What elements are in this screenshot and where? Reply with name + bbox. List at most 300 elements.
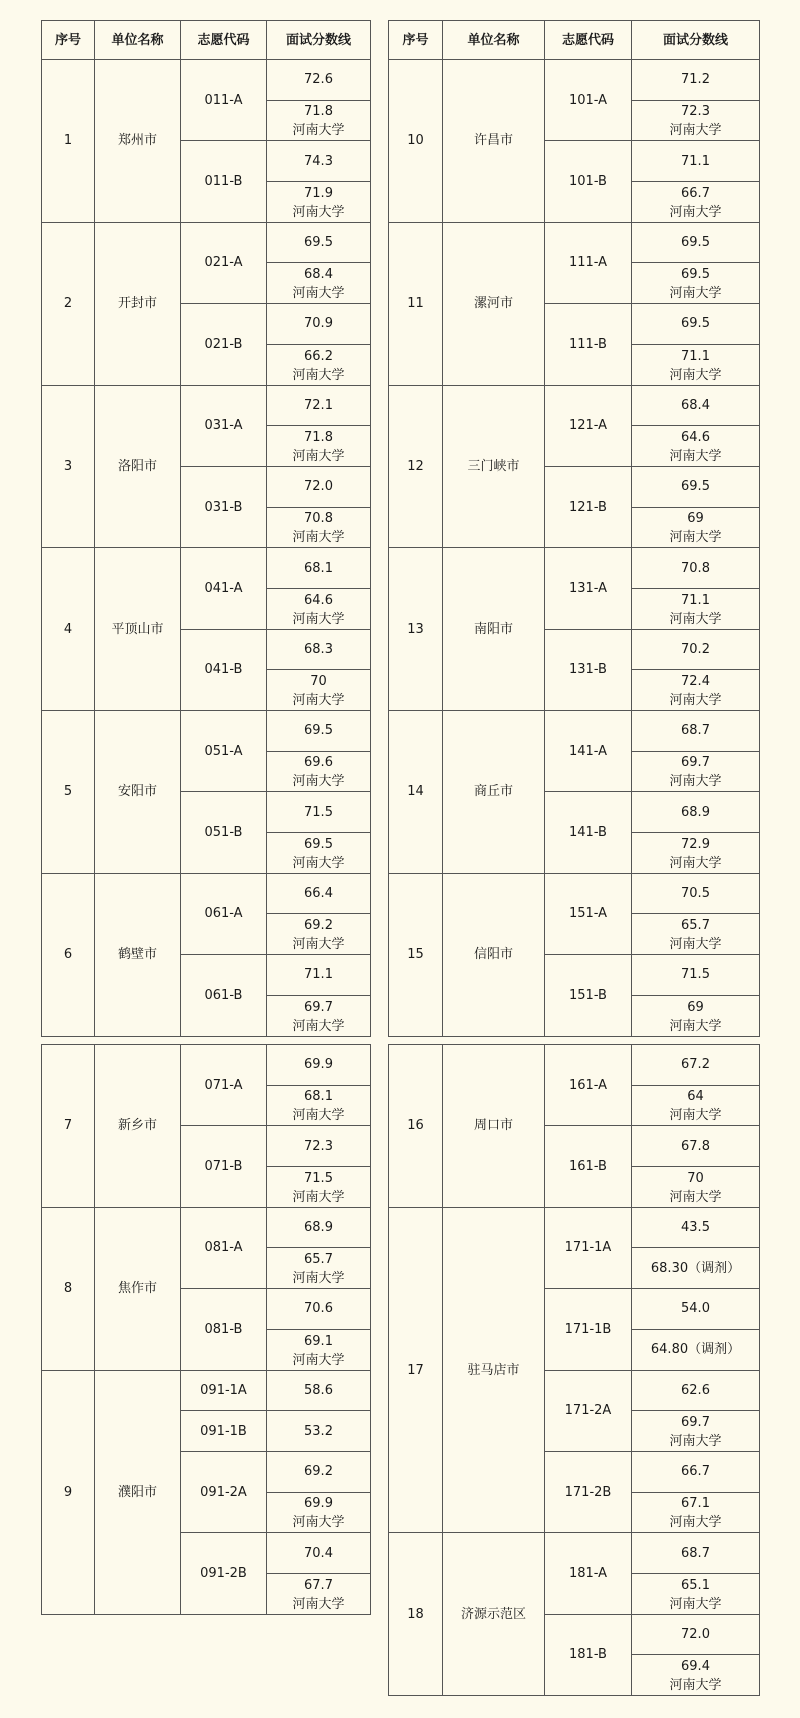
table-row xyxy=(42,1045,371,1086)
score-cell xyxy=(632,344,760,385)
score-value: 72.3 xyxy=(681,104,710,120)
score-cell xyxy=(632,670,760,711)
score-cell xyxy=(267,1045,371,1086)
score-cell xyxy=(632,1289,760,1330)
unit-number: 11 xyxy=(389,222,443,385)
score-value: 68.30（调剂） xyxy=(650,1260,741,1276)
unit-name: 郑州市 xyxy=(95,60,181,223)
score-cell xyxy=(632,182,760,223)
volunteer-code: 101-A xyxy=(545,60,632,141)
score-value: 64 xyxy=(687,1089,704,1105)
volunteer-code: 091-1A xyxy=(181,1370,267,1411)
unit-number: 5 xyxy=(42,711,95,874)
unit-number: 18 xyxy=(389,1533,443,1696)
score-cell xyxy=(267,833,371,874)
score-value: 66.7 xyxy=(681,185,710,201)
score-value: 70 xyxy=(687,1170,704,1186)
score-cell xyxy=(267,1451,371,1492)
score-cell xyxy=(267,1207,371,1248)
score-cell xyxy=(632,629,760,670)
unit-number: 16 xyxy=(389,1045,443,1208)
score-note: 河南大学 xyxy=(669,937,722,953)
score-note: 河南大学 xyxy=(669,448,722,464)
unit-name: 安阳市 xyxy=(95,711,181,874)
score-table-top-left xyxy=(41,20,371,1037)
score-cell xyxy=(267,60,371,101)
unit-number: 14 xyxy=(389,711,443,874)
score-value: 69.2 xyxy=(304,918,333,934)
score-cell xyxy=(267,1248,371,1289)
unit-number: 12 xyxy=(389,385,443,548)
score-cell xyxy=(632,385,760,426)
score-cell xyxy=(267,385,371,426)
score-note: 河南大学 xyxy=(669,611,722,627)
score-cell xyxy=(632,426,760,467)
score-cell xyxy=(267,873,371,914)
volunteer-code: 081-B xyxy=(181,1289,267,1370)
unit-number: 7 xyxy=(42,1045,95,1208)
header-score: 面试分数线 xyxy=(267,21,371,60)
unit-number: 4 xyxy=(42,548,95,711)
score-cell xyxy=(632,1126,760,1167)
score-value: 70.8 xyxy=(681,560,710,576)
unit-number: 8 xyxy=(42,1207,95,1370)
score-value: 65.7 xyxy=(681,918,710,934)
score-cell xyxy=(632,1370,760,1411)
unit-name: 平顶山市 xyxy=(95,548,181,711)
score-value: 74.3 xyxy=(304,153,333,169)
volunteer-code: 091-1B xyxy=(181,1411,267,1452)
volunteer-code: 091-2B xyxy=(181,1533,267,1614)
score-value: 62.6 xyxy=(681,1382,710,1398)
score-cell xyxy=(267,670,371,711)
score-value: 71.8 xyxy=(304,429,333,445)
unit-number: 15 xyxy=(389,873,443,1036)
header-score: 面试分数线 xyxy=(632,21,760,60)
score-value: 68.4 xyxy=(304,267,333,283)
score-note: 河南大学 xyxy=(292,1596,345,1612)
score-cell xyxy=(632,1207,760,1248)
score-value: 69.1 xyxy=(304,1333,333,1349)
score-value: 69.7 xyxy=(304,999,333,1015)
score-value: 69.5 xyxy=(304,723,333,739)
score-cell xyxy=(267,344,371,385)
score-cell xyxy=(267,914,371,955)
volunteer-code: 101-B xyxy=(545,141,632,222)
score-cell xyxy=(632,792,760,833)
score-note: 河南大学 xyxy=(292,367,345,383)
score-cell xyxy=(632,955,760,996)
score-note: 河南大学 xyxy=(292,530,345,546)
score-cell xyxy=(632,60,760,101)
score-note: 河南大学 xyxy=(292,611,345,627)
unit-name: 信阳市 xyxy=(443,873,545,1036)
score-note: 河南大学 xyxy=(669,286,722,302)
score-value: 68.3 xyxy=(304,641,333,657)
score-cell xyxy=(267,182,371,223)
score-cell xyxy=(632,1167,760,1208)
score-cell xyxy=(632,1411,760,1452)
unit-number: 2 xyxy=(42,222,95,385)
score-note: 河南大学 xyxy=(669,123,722,139)
score-value: 70 xyxy=(310,674,327,689)
score-value: 67.7 xyxy=(304,1577,333,1593)
score-note: 河南大学 xyxy=(669,774,722,790)
score-note: 河南大学 xyxy=(292,855,345,871)
unit-name: 南阳市 xyxy=(443,548,545,711)
score-cell xyxy=(267,466,371,507)
score-note: 河南大学 xyxy=(292,1189,345,1205)
score-cell xyxy=(267,1370,371,1411)
score-value: 72.3 xyxy=(304,1138,333,1154)
unit-name: 周口市 xyxy=(443,1045,545,1208)
volunteer-code: 041-A xyxy=(181,548,267,629)
unit-number: 17 xyxy=(389,1207,443,1533)
volunteer-code: 151-B xyxy=(545,955,632,1036)
score-value: 71.1 xyxy=(304,967,333,983)
header-unit-name: 单位名称 xyxy=(443,21,545,60)
score-cell xyxy=(632,833,760,874)
score-value: 71.5 xyxy=(304,804,333,820)
score-value: 72.1 xyxy=(304,397,333,413)
volunteer-code: 041-B xyxy=(181,629,267,710)
score-cell xyxy=(632,1451,760,1492)
score-value: 65.1 xyxy=(681,1577,710,1593)
unit-name: 许昌市 xyxy=(443,60,545,223)
score-note: 河南大学 xyxy=(292,286,345,302)
unit-number: 9 xyxy=(42,1370,95,1614)
unit-name: 三门峡市 xyxy=(443,385,545,548)
score-table-bottom-left xyxy=(41,1044,371,1615)
score-cell xyxy=(267,304,371,345)
score-cell xyxy=(267,588,371,629)
score-note: 河南大学 xyxy=(292,123,345,139)
unit-name: 新乡市 xyxy=(95,1045,181,1208)
score-value: 72.0 xyxy=(304,479,333,495)
score-cell xyxy=(267,100,371,141)
score-value: 69.2 xyxy=(304,1464,333,1480)
volunteer-code: 141-B xyxy=(545,792,632,873)
volunteer-code: 111-B xyxy=(545,304,632,385)
volunteer-code: 121-A xyxy=(545,385,632,466)
score-note: 河南大学 xyxy=(292,937,345,953)
score-value: 66.2 xyxy=(304,348,333,364)
volunteer-code: 031-B xyxy=(181,466,267,547)
score-cell xyxy=(267,507,371,548)
score-value: 72.6 xyxy=(304,72,333,88)
volunteer-code: 161-A xyxy=(545,1045,632,1126)
volunteer-code: 171-1A xyxy=(545,1207,632,1288)
score-value: 69 xyxy=(687,999,704,1015)
table-row xyxy=(389,1533,760,1574)
score-note: 河南大学 xyxy=(669,1018,722,1034)
volunteer-code: 171-2B xyxy=(545,1451,632,1532)
unit-name: 济源示范区 xyxy=(443,1533,545,1696)
score-cell xyxy=(267,751,371,792)
table-row xyxy=(389,385,760,426)
score-value: 69.5 xyxy=(304,235,333,251)
score-value: 64.80（调剂） xyxy=(650,1342,741,1358)
score-value: 68.9 xyxy=(681,804,710,820)
score-value: 68.1 xyxy=(304,560,333,576)
score-note: 河南大学 xyxy=(669,1678,722,1693)
score-value: 72.9 xyxy=(681,836,710,852)
score-value: 69.9 xyxy=(304,1057,333,1073)
table-row xyxy=(42,222,371,263)
volunteer-code: 171-2A xyxy=(545,1370,632,1451)
volunteer-code: 181-B xyxy=(545,1614,632,1695)
score-cell xyxy=(632,751,760,792)
volunteer-code: 021-B xyxy=(181,304,267,385)
score-cell xyxy=(632,914,760,955)
score-value: 65.7 xyxy=(304,1252,333,1268)
score-value: 68.7 xyxy=(681,723,710,739)
score-cell xyxy=(267,1492,371,1533)
score-note: 河南大学 xyxy=(292,204,345,220)
unit-name: 濮阳市 xyxy=(95,1370,181,1614)
score-cell xyxy=(632,507,760,548)
score-table-bottom-right xyxy=(388,1044,760,1696)
score-value: 68.9 xyxy=(304,1220,333,1236)
score-value: 67.1 xyxy=(681,1496,710,1512)
unit-name: 开封市 xyxy=(95,222,181,385)
score-cell xyxy=(632,222,760,263)
score-cell xyxy=(267,548,371,589)
unit-name: 焦作市 xyxy=(95,1207,181,1370)
score-cell xyxy=(632,100,760,141)
score-value: 43.5 xyxy=(681,1220,710,1236)
score-cell xyxy=(267,263,371,304)
score-value: 69.5 xyxy=(681,267,710,283)
score-cell xyxy=(632,1492,760,1533)
score-cell xyxy=(267,1329,371,1370)
score-value: 71.5 xyxy=(681,967,710,983)
table-row xyxy=(42,711,371,752)
header-row xyxy=(389,21,760,60)
score-cell xyxy=(267,426,371,467)
volunteer-code: 111-A xyxy=(545,222,632,303)
volunteer-code: 071-B xyxy=(181,1126,267,1207)
score-cell xyxy=(632,1655,760,1696)
score-note: 河南大学 xyxy=(669,1515,722,1531)
score-note: 河南大学 xyxy=(669,530,722,546)
table-row xyxy=(389,60,760,101)
score-value: 70.8 xyxy=(304,511,333,527)
unit-name: 洛阳市 xyxy=(95,385,181,548)
volunteer-code: 011-A xyxy=(181,60,267,141)
header-code: 志愿代码 xyxy=(545,21,632,60)
score-cell xyxy=(267,141,371,182)
score-cell xyxy=(267,1126,371,1167)
score-cell xyxy=(632,466,760,507)
header-unit-name: 单位名称 xyxy=(95,21,181,60)
score-value: 69.5 xyxy=(681,479,710,495)
header-no: 序号 xyxy=(389,21,443,60)
score-note: 河南大学 xyxy=(292,774,345,790)
score-table-top-right xyxy=(388,20,760,1037)
score-cell xyxy=(267,1167,371,1208)
score-note: 河南大学 xyxy=(292,1515,345,1531)
volunteer-code: 061-B xyxy=(181,955,267,1036)
score-value: 54.0 xyxy=(681,1301,710,1317)
volunteer-code: 051-B xyxy=(181,792,267,873)
volunteer-code: 081-A xyxy=(181,1207,267,1288)
score-cell xyxy=(267,1573,371,1614)
unit-name: 鹤壁市 xyxy=(95,873,181,1036)
table-row xyxy=(389,548,760,589)
unit-number: 6 xyxy=(42,873,95,1036)
score-cell xyxy=(632,304,760,345)
score-note: 河南大学 xyxy=(292,1271,345,1287)
table-row xyxy=(389,1207,760,1248)
score-value: 66.7 xyxy=(681,1464,710,1480)
header-row xyxy=(42,21,371,60)
score-value: 71.2 xyxy=(681,72,710,88)
score-cell xyxy=(632,1533,760,1574)
score-value: 68.4 xyxy=(681,397,710,413)
score-note: 河南大学 xyxy=(669,367,722,383)
score-cell xyxy=(632,141,760,182)
header-code: 志愿代码 xyxy=(181,21,267,60)
unit-number: 1 xyxy=(42,60,95,223)
table-row xyxy=(42,60,371,101)
volunteer-code: 061-A xyxy=(181,873,267,954)
header-no: 序号 xyxy=(42,21,95,60)
score-cell xyxy=(632,1248,760,1289)
score-cell xyxy=(632,1085,760,1126)
score-value: 70.4 xyxy=(304,1545,333,1561)
score-value: 69 xyxy=(687,511,704,527)
score-value: 69.6 xyxy=(304,755,333,771)
unit-number: 3 xyxy=(42,385,95,548)
score-value: 69.7 xyxy=(681,1414,710,1430)
volunteer-code: 021-A xyxy=(181,222,267,303)
score-value: 64.6 xyxy=(304,592,333,608)
score-note: 河南大学 xyxy=(669,693,722,708)
volunteer-code: 131-A xyxy=(545,548,632,629)
score-value: 72.0 xyxy=(681,1626,710,1642)
score-cell xyxy=(632,1045,760,1086)
score-cell xyxy=(267,792,371,833)
volunteer-code: 141-A xyxy=(545,711,632,792)
score-cell xyxy=(632,263,760,304)
table-row xyxy=(42,1370,371,1411)
unit-number: 13 xyxy=(389,548,443,711)
volunteer-code: 151-A xyxy=(545,873,632,954)
score-note: 河南大学 xyxy=(292,693,345,708)
score-cell xyxy=(632,1329,760,1370)
score-value: 70.5 xyxy=(681,886,710,902)
score-value: 67.2 xyxy=(681,1057,710,1073)
table-row xyxy=(389,711,760,752)
score-cell xyxy=(632,1573,760,1614)
volunteer-code: 181-A xyxy=(545,1533,632,1614)
score-note: 河南大学 xyxy=(292,1108,345,1124)
score-note: 河南大学 xyxy=(292,1018,345,1034)
score-value: 67.8 xyxy=(681,1138,710,1154)
score-note: 河南大学 xyxy=(669,1433,722,1449)
score-value: 69.5 xyxy=(681,316,710,332)
volunteer-code: 071-A xyxy=(181,1045,267,1126)
unit-name: 漯河市 xyxy=(443,222,545,385)
score-cell xyxy=(267,1085,371,1126)
score-value: 69.4 xyxy=(681,1659,710,1674)
score-note: 河南大学 xyxy=(292,448,345,464)
score-note: 河南大学 xyxy=(669,1189,722,1205)
score-value: 71.1 xyxy=(681,153,710,169)
score-cell xyxy=(267,711,371,752)
score-cell xyxy=(632,995,760,1036)
score-value: 71.9 xyxy=(304,185,333,201)
score-value: 70.9 xyxy=(304,316,333,332)
table-row xyxy=(42,385,371,426)
score-note: 河南大学 xyxy=(292,1352,345,1368)
score-note: 河南大学 xyxy=(669,1108,722,1124)
table-row xyxy=(389,1045,760,1086)
score-value: 68.1 xyxy=(304,1089,333,1105)
score-value: 71.5 xyxy=(304,1170,333,1186)
score-value: 69.7 xyxy=(681,755,710,771)
unit-name: 商丘市 xyxy=(443,711,545,874)
score-cell xyxy=(267,222,371,263)
score-value: 72.4 xyxy=(681,674,710,689)
score-cell xyxy=(632,548,760,589)
score-value: 71.1 xyxy=(681,592,710,608)
score-value: 66.4 xyxy=(304,886,333,902)
volunteer-code: 171-1B xyxy=(545,1289,632,1370)
score-value: 70.2 xyxy=(681,641,710,657)
table-row xyxy=(389,222,760,263)
score-cell xyxy=(267,1533,371,1574)
volunteer-code: 011-B xyxy=(181,141,267,222)
score-value: 71.8 xyxy=(304,104,333,120)
score-cell xyxy=(267,629,371,670)
score-cell xyxy=(632,873,760,914)
score-note: 河南大学 xyxy=(669,1596,722,1612)
score-cell xyxy=(267,995,371,1036)
volunteer-code: 161-B xyxy=(545,1126,632,1207)
score-value: 69.9 xyxy=(304,1496,333,1512)
score-cell xyxy=(632,1614,760,1655)
volunteer-code: 031-A xyxy=(181,385,267,466)
volunteer-code: 131-B xyxy=(545,629,632,710)
score-value: 53.2 xyxy=(304,1423,333,1439)
score-value: 71.1 xyxy=(681,348,710,364)
score-cell xyxy=(267,1289,371,1330)
table-row xyxy=(42,873,371,914)
volunteer-code: 121-B xyxy=(545,466,632,547)
table-row xyxy=(42,548,371,589)
score-note: 河南大学 xyxy=(669,204,722,220)
score-cell xyxy=(267,955,371,996)
volunteer-code: 091-2A xyxy=(181,1451,267,1532)
score-value: 58.6 xyxy=(304,1382,333,1398)
score-cell xyxy=(632,588,760,629)
unit-number: 10 xyxy=(389,60,443,223)
table-row xyxy=(42,1207,371,1248)
score-value: 69.5 xyxy=(681,235,710,251)
unit-name: 驻马店市 xyxy=(443,1207,545,1533)
score-note: 河南大学 xyxy=(669,855,722,871)
volunteer-code: 051-A xyxy=(181,711,267,792)
table-row xyxy=(389,873,760,914)
score-value: 64.6 xyxy=(681,429,710,445)
score-cell xyxy=(632,711,760,752)
score-cell xyxy=(267,1411,371,1452)
score-value: 69.5 xyxy=(304,836,333,852)
score-value: 70.6 xyxy=(304,1301,333,1317)
score-value: 68.7 xyxy=(681,1545,710,1561)
